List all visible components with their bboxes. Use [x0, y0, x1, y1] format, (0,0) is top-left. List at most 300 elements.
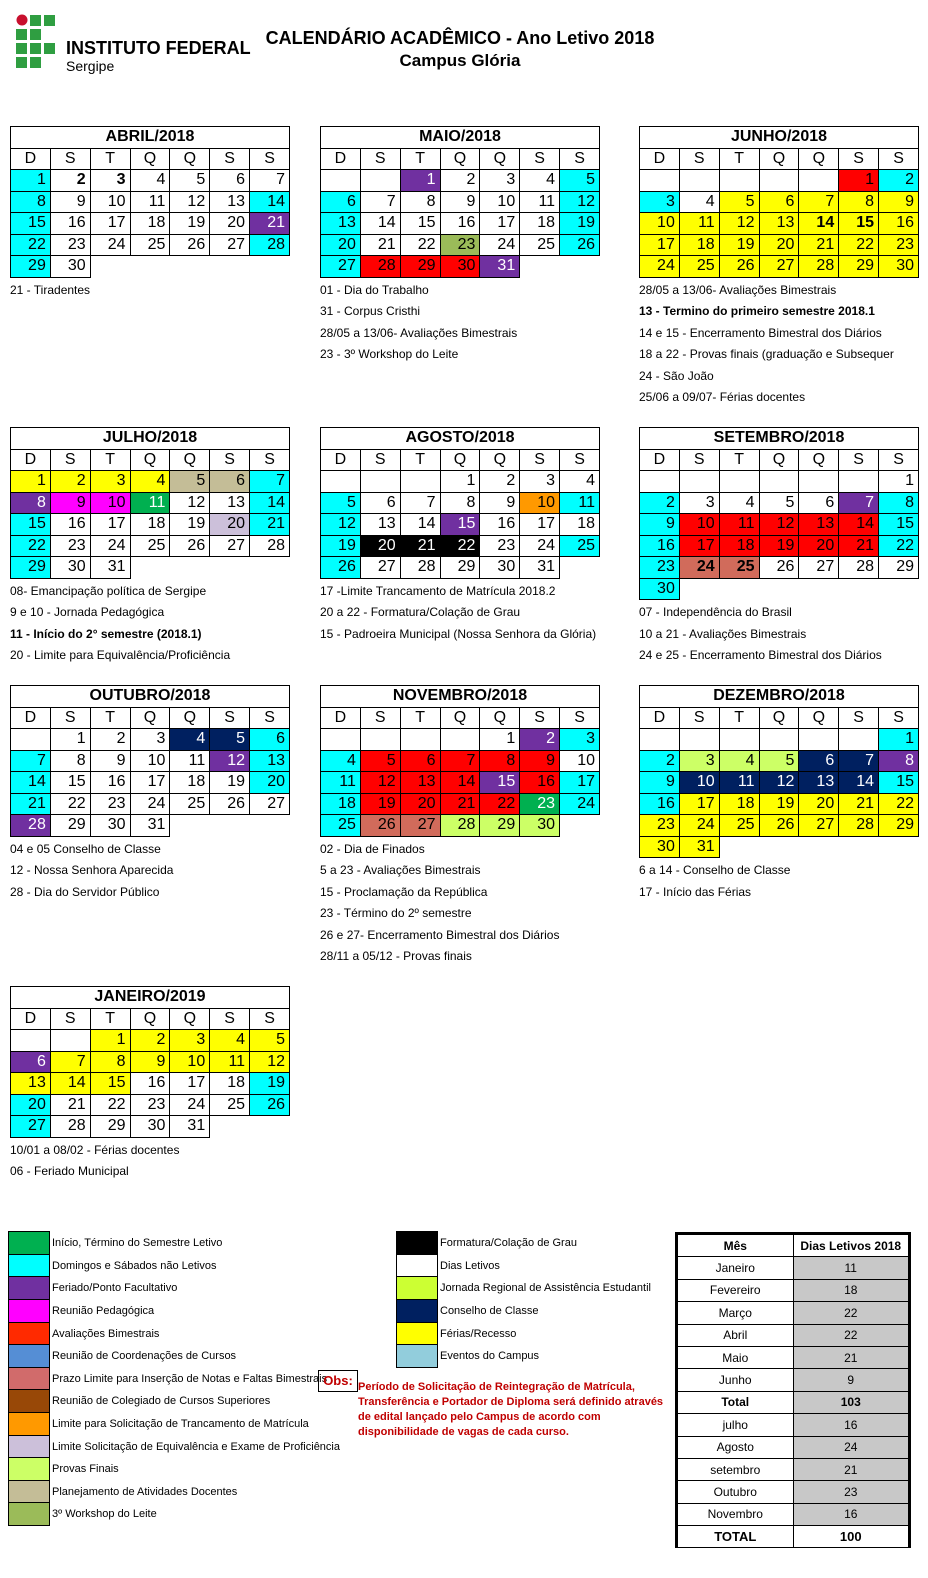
day-cell: 20 [360, 535, 400, 557]
note-line: 15 - Proclamação da República [320, 884, 488, 899]
note-line: 01 - Dia do Trabalho [320, 282, 429, 297]
day-cell: 23 [50, 535, 90, 557]
day-cell: 18 [130, 213, 170, 235]
day-cell: 22 [480, 793, 520, 815]
weekday-header: Q [440, 148, 480, 170]
legend-swatch [396, 1254, 438, 1278]
day-cell: 19 [170, 213, 210, 235]
day-cell: 6 [400, 750, 440, 772]
empty-cell [170, 815, 210, 837]
day-cell: 7 [11, 750, 51, 772]
empty-cell [250, 815, 290, 837]
day-cell: 9 [90, 750, 130, 772]
day-cell: 6 [250, 729, 290, 751]
days-month: Janeiro [678, 1257, 794, 1279]
weekday-header: Q [170, 148, 210, 170]
day-cell: 29 [50, 815, 90, 837]
day-cell: 8 [879, 750, 919, 772]
day-cell: 10 [90, 492, 130, 514]
empty-cell [799, 836, 839, 858]
legend-item [396, 1255, 651, 1278]
note-line: 02 - Dia de Finados [320, 841, 425, 856]
day-cell: 17 [130, 772, 170, 794]
day-cell: 22 [879, 793, 919, 815]
month-notes [10, 1140, 290, 1183]
day-cell: 16 [520, 772, 560, 794]
days-table-header: Mês [678, 1235, 794, 1257]
empty-cell [759, 729, 799, 751]
day-cell: 24 [560, 793, 600, 815]
legend-label: Início, Término do Semestre Letivo [52, 1237, 223, 1250]
day-cell: 12 [250, 1051, 290, 1073]
day-cell: 21 [250, 213, 290, 235]
weekday-header: S [210, 449, 250, 471]
day-cell: 19 [719, 234, 759, 256]
day-cell: 14 [11, 772, 51, 794]
days-total-label: TOTAL [678, 1526, 794, 1548]
month-calendar [639, 685, 919, 903]
day-cell: 26 [759, 557, 799, 579]
day-cell: 25 [210, 1094, 250, 1116]
day-cell: 24 [480, 234, 520, 256]
empty-cell [759, 471, 799, 493]
day-cell: 9 [640, 772, 680, 794]
empty-cell [799, 170, 839, 192]
day-cell: 5 [170, 170, 210, 192]
month-title: JANEIRO/2019 [11, 987, 290, 1009]
day-cell: 17 [90, 514, 130, 536]
empty-cell [210, 1116, 250, 1138]
weekday-header: S [210, 1008, 250, 1030]
weekday-header: Q [170, 449, 210, 471]
month-notes [639, 280, 919, 409]
day-cell: 4 [321, 750, 361, 772]
day-cell: 28 [50, 1116, 90, 1138]
day-cell: 29 [480, 815, 520, 837]
day-cell: 9 [50, 492, 90, 514]
day-cell: 4 [719, 750, 759, 772]
day-cell: 25 [719, 815, 759, 837]
month-notes [320, 280, 600, 366]
day-cell: 1 [50, 729, 90, 751]
note-line: 5 a 23 - Avaliações Bimestrais [320, 863, 481, 877]
day-cell: 26 [250, 1094, 290, 1116]
day-cell: 2 [130, 1030, 170, 1052]
days-month: Novembro [678, 1503, 794, 1525]
day-cell: 16 [440, 213, 480, 235]
day-cell: 22 [11, 234, 51, 256]
day-cell: 23 [440, 234, 480, 256]
day-cell: 19 [210, 772, 250, 794]
empty-cell [400, 471, 440, 493]
weekday-header: S [520, 449, 560, 471]
empty-cell [170, 557, 210, 579]
page-header [240, 28, 680, 71]
note-line: 12 - Nossa Senhora Aparecida [10, 863, 174, 877]
weekday-header: T [90, 707, 130, 729]
legend-right [396, 1232, 651, 1368]
weekday-header: S [560, 148, 600, 170]
day-cell: 14 [250, 492, 290, 514]
empty-cell [839, 836, 879, 858]
day-cell: 15 [839, 213, 879, 235]
day-cell: 5 [170, 471, 210, 493]
legend-swatch [8, 1367, 50, 1391]
weekday-header: S [360, 707, 400, 729]
legend-swatch [8, 1389, 50, 1413]
legend-swatch [396, 1276, 438, 1300]
weekday-header: S [210, 707, 250, 729]
day-cell: 7 [799, 191, 839, 213]
weekday-header: D [321, 707, 361, 729]
weekday-header: S [50, 1008, 90, 1030]
empty-cell [400, 729, 440, 751]
note-line: 08- Emancipação política de Sergipe [10, 583, 207, 598]
legend-swatch [8, 1480, 50, 1504]
day-cell: 28 [360, 256, 400, 278]
empty-cell [321, 729, 361, 751]
weekday-header: D [11, 148, 51, 170]
day-cell: 6 [210, 471, 250, 493]
days-value: 22 [793, 1324, 909, 1346]
note-line: 18 a 22 - Provas finais (graduação e Subsequer [639, 347, 894, 361]
day-cell: 10 [170, 1051, 210, 1073]
day-cell: 2 [50, 471, 90, 493]
school-days-table [675, 1232, 911, 1548]
day-cell: 7 [839, 750, 879, 772]
day-cell: 28 [799, 256, 839, 278]
day-cell: 4 [560, 471, 600, 493]
day-cell: 24 [90, 535, 130, 557]
days-value: 24 [793, 1436, 909, 1458]
day-cell: 23 [90, 793, 130, 815]
day-cell: 15 [480, 772, 520, 794]
day-cell: 16 [50, 514, 90, 536]
legend-label: 3º Workshop do Leite [52, 1508, 157, 1521]
weekday-header: T [719, 148, 759, 170]
days-month: julho [678, 1414, 794, 1436]
day-cell: 17 [90, 213, 130, 235]
note-line: 17 - Início das Férias [639, 884, 752, 899]
day-cell: 10 [560, 750, 600, 772]
day-cell: 12 [170, 191, 210, 213]
day-cell: 19 [250, 1073, 290, 1095]
day-cell: 25 [679, 256, 719, 278]
days-month: setembro [678, 1458, 794, 1480]
day-cell: 31 [480, 256, 520, 278]
empty-cell [130, 256, 170, 278]
note-line: 24 - São João [639, 368, 714, 383]
day-cell: 9 [480, 492, 520, 514]
day-cell: 8 [400, 191, 440, 213]
legend-label: Férias/Recesso [440, 1327, 517, 1340]
day-cell: 17 [679, 535, 719, 557]
day-cell: 16 [879, 213, 919, 235]
month-notes [320, 839, 600, 968]
day-cell: 1 [11, 170, 51, 192]
weekday-header: Q [799, 707, 839, 729]
day-cell: 2 [440, 170, 480, 192]
day-cell: 18 [679, 234, 719, 256]
day-cell: 3 [90, 170, 130, 192]
weekday-header: S [250, 148, 290, 170]
page-title: CALENDÁRIO ACADÊMICO - Ano Letivo 2018 [265, 28, 655, 48]
day-cell: 13 [759, 213, 799, 235]
day-cell: 12 [170, 492, 210, 514]
empty-cell [799, 471, 839, 493]
day-cell: 29 [90, 1116, 130, 1138]
day-cell: 10 [679, 514, 719, 536]
weekday-header: Q [799, 148, 839, 170]
day-cell: 30 [520, 815, 560, 837]
day-cell: 4 [719, 492, 759, 514]
legend-swatch [8, 1254, 50, 1278]
legend-swatch [396, 1231, 438, 1255]
days-table-header: Dias Letivos 2018 [793, 1235, 909, 1257]
note-line: 9 e 10 - Jornada Pedagógica [10, 605, 165, 619]
day-cell: 24 [170, 1094, 210, 1116]
day-cell: 20 [400, 793, 440, 815]
day-cell: 27 [360, 557, 400, 579]
days-value: 21 [793, 1458, 909, 1480]
empty-cell [360, 729, 400, 751]
day-cell: 29 [400, 256, 440, 278]
day-cell: 17 [520, 514, 560, 536]
day-cell: 22 [11, 535, 51, 557]
weekday-header: Q [130, 449, 170, 471]
day-cell: 7 [400, 492, 440, 514]
day-cell: 20 [321, 234, 361, 256]
day-cell: 6 [759, 191, 799, 213]
legend-swatch [8, 1299, 50, 1323]
day-cell: 15 [400, 213, 440, 235]
day-cell: 30 [440, 256, 480, 278]
day-cell: 26 [719, 256, 759, 278]
day-cell: 5 [321, 492, 361, 514]
day-cell: 10 [480, 191, 520, 213]
day-cell: 24 [90, 234, 130, 256]
day-cell: 15 [11, 213, 51, 235]
note-line: 07 - Independência do Brasil [639, 605, 792, 619]
legend-label: Planejamento de Atividades Docentes [52, 1485, 238, 1498]
empty-cell [560, 815, 600, 837]
day-cell: 4 [170, 729, 210, 751]
weekday-header: T [719, 449, 759, 471]
note-line: 6 a 14 - Conselho de Classe [639, 863, 791, 877]
weekday-header: T [90, 148, 130, 170]
day-cell: 5 [210, 729, 250, 751]
day-cell: 1 [879, 471, 919, 493]
day-cell: 22 [90, 1094, 130, 1116]
legend-swatch [396, 1344, 438, 1368]
note-line: 26 e 27- Encerramento Bimestral dos Diários [320, 927, 560, 942]
day-cell: 8 [839, 191, 879, 213]
legend-swatch [396, 1299, 438, 1323]
day-cell: 4 [130, 471, 170, 493]
empty-cell [210, 815, 250, 837]
weekday-header: D [11, 449, 51, 471]
month-title: OUTUBRO/2018 [11, 686, 290, 708]
empty-cell [360, 170, 400, 192]
day-cell: 25 [170, 793, 210, 815]
day-cell: 2 [480, 471, 520, 493]
day-cell: 21 [839, 793, 879, 815]
weekday-header: S [250, 707, 290, 729]
day-cell: 15 [90, 1073, 130, 1095]
day-cell: 2 [50, 170, 90, 192]
legend-label: Limite para Solicitação de Trancamento de Matrícula [52, 1418, 309, 1431]
weekday-header: Q [799, 449, 839, 471]
legend-swatch [8, 1457, 50, 1481]
weekday-header: Q [440, 707, 480, 729]
empty-cell [250, 1116, 290, 1138]
empty-cell [759, 170, 799, 192]
day-cell: 13 [799, 514, 839, 536]
legend-swatch [8, 1344, 50, 1368]
day-cell: 27 [250, 793, 290, 815]
weekday-header: S [560, 449, 600, 471]
note-line: 10/01 a 08/02 - Férias docentes [10, 1142, 180, 1157]
day-cell: 9 [640, 514, 680, 536]
legend-swatch [8, 1231, 50, 1255]
day-cell: 23 [130, 1094, 170, 1116]
month-calendar [320, 126, 600, 366]
empty-cell [879, 836, 919, 858]
obs-text: Período de Solicitação de Reintegração de Matrícula, Transferência e Portador de Diploma será definido através de edital lançado pelo Campus de acordo com disponibilidade de vagas de cada curso. [358, 1381, 664, 1438]
day-cell: 1 [480, 729, 520, 751]
day-cell: 6 [360, 492, 400, 514]
day-cell: 11 [719, 514, 759, 536]
empty-cell [560, 557, 600, 579]
day-cell: 3 [480, 170, 520, 192]
month-notes [320, 581, 600, 646]
day-cell: 3 [520, 471, 560, 493]
day-cell: 8 [90, 1051, 130, 1073]
weekday-header: S [520, 707, 560, 729]
note-line: 28 - Dia do Servidor Público [10, 884, 160, 899]
day-cell: 3 [90, 471, 130, 493]
day-cell: 19 [759, 535, 799, 557]
weekday-header: T [400, 148, 440, 170]
day-cell: 12 [719, 213, 759, 235]
day-cell: 6 [11, 1051, 51, 1073]
day-cell: 8 [11, 492, 51, 514]
day-cell: 30 [130, 1116, 170, 1138]
day-cell: 4 [210, 1030, 250, 1052]
day-cell: 30 [640, 578, 680, 600]
month-title: JUNHO/2018 [640, 127, 919, 149]
day-cell: 14 [440, 772, 480, 794]
weekday-header: D [11, 707, 51, 729]
day-cell: 15 [440, 514, 480, 536]
empty-cell [879, 578, 919, 600]
day-cell: 18 [210, 1073, 250, 1095]
empty-cell [90, 256, 130, 278]
day-cell: 26 [170, 234, 210, 256]
day-cell: 28 [440, 815, 480, 837]
day-cell: 1 [879, 729, 919, 751]
day-cell: 4 [679, 191, 719, 213]
note-line: 17 -Limite Trancamento de Matrícula 2018.2 [320, 583, 556, 598]
day-cell: 12 [210, 750, 250, 772]
legend-item [396, 1277, 651, 1300]
weekday-header: Q [480, 449, 520, 471]
legend-label: Reunião de Coordenações de Cursos [52, 1350, 237, 1363]
empty-cell [679, 170, 719, 192]
weekday-header: S [879, 449, 919, 471]
day-cell: 23 [640, 557, 680, 579]
day-cell: 14 [799, 213, 839, 235]
day-cell: 5 [759, 492, 799, 514]
day-cell: 25 [520, 234, 560, 256]
month-calendar [639, 427, 919, 667]
note-line: 31 - Corpus Cristhi [320, 304, 421, 318]
day-cell: 7 [250, 170, 290, 192]
day-cell: 16 [480, 514, 520, 536]
days-value: 9 [793, 1369, 909, 1391]
day-cell: 26 [210, 793, 250, 815]
day-cell: 6 [210, 170, 250, 192]
day-cell: 23 [640, 815, 680, 837]
legend-label: Dias Letivos [440, 1259, 500, 1272]
note-line: 14 e 15 - Encerramento Bimestral dos Diários [639, 325, 882, 340]
empty-cell [839, 578, 879, 600]
days-month: Abril [678, 1324, 794, 1346]
empty-cell [759, 578, 799, 600]
day-cell: 2 [640, 750, 680, 772]
institution-state: Sergipe [66, 58, 115, 74]
empty-cell [839, 729, 879, 751]
day-cell: 5 [250, 1030, 290, 1052]
weekday-header: S [839, 707, 879, 729]
day-cell: 16 [90, 772, 130, 794]
empty-cell [321, 170, 361, 192]
days-month: Fevereiro [678, 1279, 794, 1301]
weekday-header: S [839, 449, 879, 471]
days-month: Outubro [678, 1481, 794, 1503]
legend-item [396, 1345, 651, 1368]
legend-label: Domingos e Sábados não Letivos [52, 1259, 217, 1272]
day-cell: 11 [719, 772, 759, 794]
day-cell: 31 [130, 815, 170, 837]
day-cell: 3 [679, 750, 719, 772]
day-cell: 1 [400, 170, 440, 192]
empty-cell [321, 471, 361, 493]
day-cell: 8 [440, 492, 480, 514]
weekday-header: S [50, 707, 90, 729]
day-cell: 3 [640, 191, 680, 213]
weekday-header: S [879, 707, 919, 729]
weekday-header: D [640, 148, 680, 170]
note-line: 10 a 21 - Avaliações Bimestrais [639, 626, 807, 641]
month-notes [639, 860, 919, 903]
day-cell: 20 [799, 535, 839, 557]
day-cell: 27 [210, 234, 250, 256]
day-cell: 11 [520, 191, 560, 213]
day-cell: 28 [250, 234, 290, 256]
empty-cell [719, 578, 759, 600]
legend-item [8, 1413, 340, 1436]
day-cell: 22 [400, 234, 440, 256]
note-line: 28/11 a 05/12 - Provas finais [320, 949, 472, 963]
weekday-header: Q [480, 707, 520, 729]
legend-swatch [8, 1276, 50, 1300]
note-line: 06 - Feriado Municipal [10, 1164, 129, 1178]
weekday-header: S [560, 707, 600, 729]
day-cell: 18 [719, 535, 759, 557]
day-cell: 5 [560, 170, 600, 192]
day-cell: 30 [90, 815, 130, 837]
